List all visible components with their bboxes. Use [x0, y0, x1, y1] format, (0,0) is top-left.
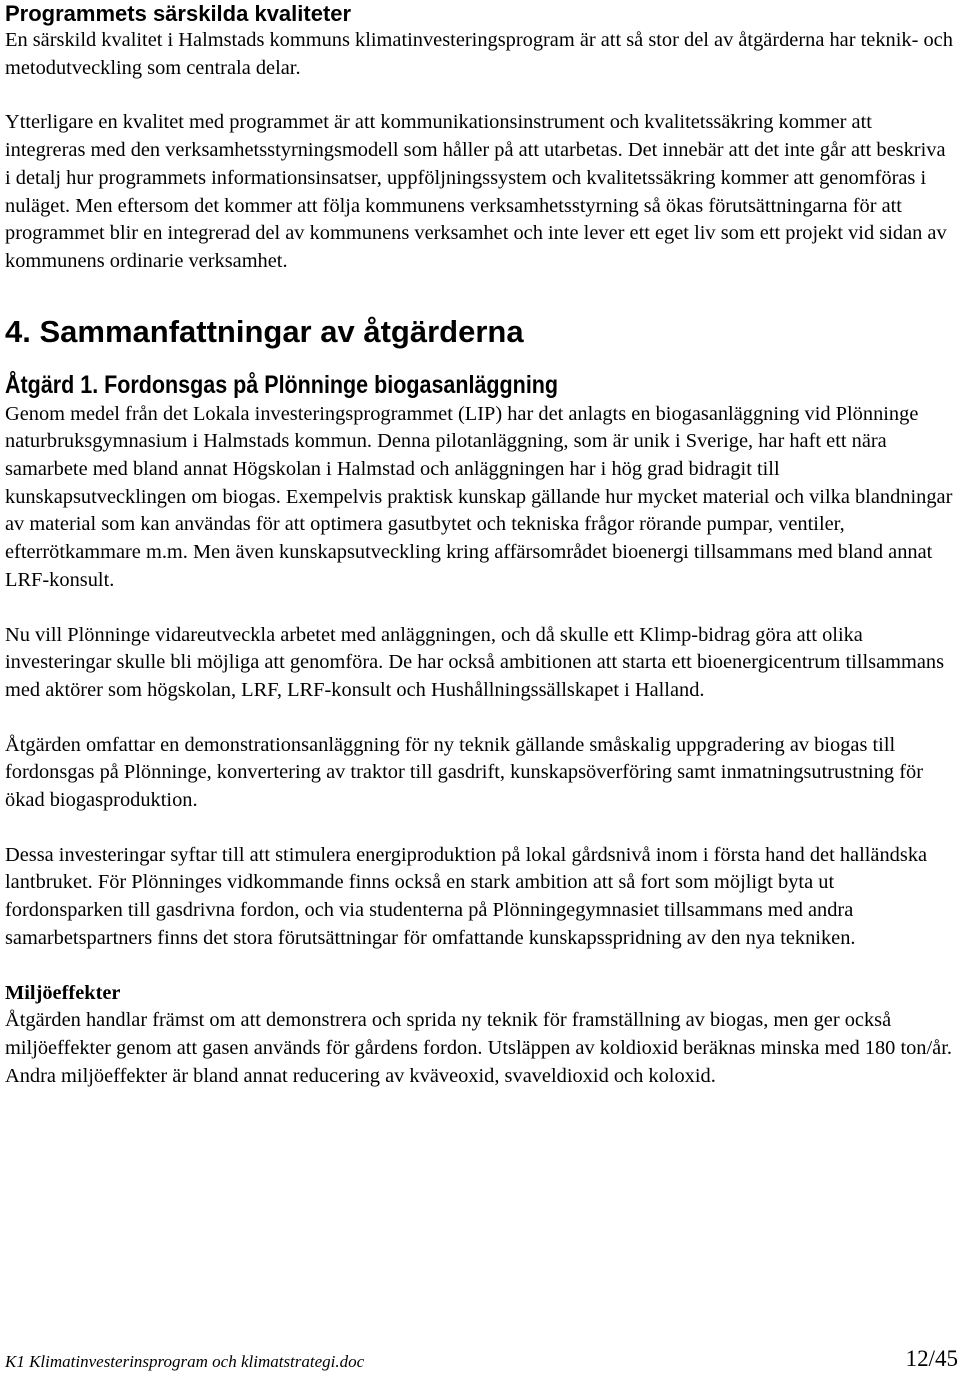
- paragraph-measure1-4: Dessa investeringar syftar till att stimulera energiproduktion på lokal gårdsnivå inom i första hand det halländska lantbruket. För Plönninges vidkommande finns också en stark ambition att så fort som möjligt byta ut fordonsparken till gasdrivna fordon, och via studenterna på Plönningegymnasiet tillsammans med andra samarbetspartners finns det stora förutsättningar för omfattande kunskapsspridning av den nya tekniken.: [5, 843, 928, 949]
- footer-document-name: K1 Klimatinvesterinsprogram och klimatstrategi.doc: [5, 1352, 365, 1371]
- heading-measure-1: Åtgärd 1. Fordonsgas på Plönninge biogasanläggning: [5, 370, 559, 399]
- heading-section-summary: 4. Sammanfattningar av åtgärderna: [5, 313, 524, 349]
- paragraph-measure1-3: Åtgärden omfattar en demonstrationsanläggning för ny teknik gällande småskalig uppgradering av biogas till fordonsgas på Plönninge, konvertering av traktor till gasdrift, kunskapsöverföring samt inmatningsutrustning för ökad biogasproduktion.: [5, 733, 923, 812]
- heading-program-qualities: Programmets särskilda kvaliteter: [5, 1, 352, 26]
- paragraph-measure1-1: Genom medel från det Lokala investeringsprogrammet (LIP) har det anlagts en biogasanläggning vid Plönninge naturbruksgymnasium i Halmstads kommun. Denna pilotanläggning, som är unik i Sverige, har haft ett nära samarbete med bland annat Högskolan i Halmstad och anläggningen har i hög grad bidragit till kunskapsutvecklingen om biogas. Exempelvis praktisk kunskap gällande hur mycket material och vilka blandningar av material som kan användas för att optimera gasutbytet och tekniska frågor rörande pumpar, ventiler, efterrötkammare m.m. Men även kunskapsutveckling kring affärsområdet bioenergi tillsammans med bland annat LRF-konsult.: [5, 402, 953, 591]
- paragraph-qualities-1: En särskild kvalitet i Halmstads kommuns klimatinvesteringsprogram är att så stor del av åtgärderna har teknik- och metodutveckling som centrala delar.: [5, 29, 953, 79]
- page-footer: [5, 1346, 958, 1376]
- document-page: [5, 0, 953, 1090]
- footer-page-number: 12/45: [905, 1346, 958, 1371]
- paragraph-environment-1: Åtgärden handlar främst om att demonstrera och sprida ny teknik för framställning av biogas, men ger också miljöeffekter genom att gasen används för gårdens fordon. Utsläppen av koldioxid beräknas minska med 180 ton/år. Andra miljöeffekter är bland annat reducering av kväveoxid, svaveldioxid och koloxid.: [5, 1009, 952, 1087]
- paragraph-qualities-2: Ytterligare en kvalitet med programmet är att kommunikationsinstrument och kvalitetssäkring kommer att integreras med den verksamhetsstyrningsmodell som håller på att utarbetas. Det innebär att det inte går att beskriva i detalj hur programmets informationsinsatser, uppföljningssystem och kvalitetssäkring kommer att genomföras i nuläget. Men eftersom det kommer att följa kommunens verksamhetsstyrning så ökas förutsättningarna för att programmet blir en integrerad del av kommunens verksamhet och inte lever ett eget liv som ett projekt vid sidan av kommunens ordinarie verksamhet.: [5, 111, 947, 272]
- heading-environmental-effects: Miljöeffekter: [5, 981, 121, 1004]
- paragraph-measure1-2: Nu vill Plönninge vidareutveckla arbetet med anläggningen, och då skulle ett Klimp-bidrag göra att olika investeringar skulle bli möjliga att genomföra. De har också ambitionen att starta ett bioenergicentrum tillsammans med aktörer som högskolan, LRF, LRF-konsult och Hushållningssällskapet i Halland.: [5, 623, 945, 701]
